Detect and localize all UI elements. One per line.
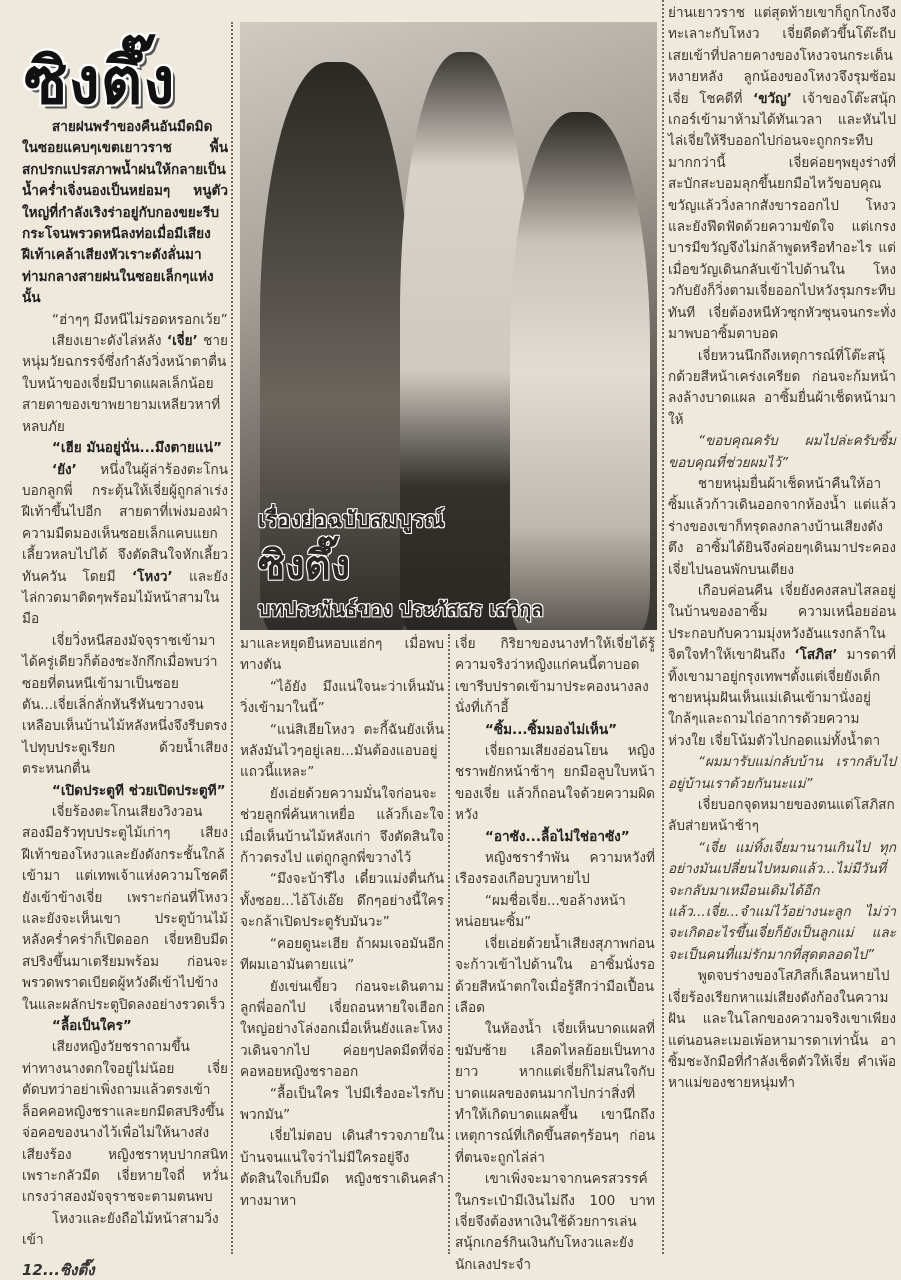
article-paragraph	[240, 869, 444, 933]
text-run: “ไอ้ยัง มึงแน่ใจนะว่าเห็นมันวิ่งเข้ามาในนี้”	[240, 678, 444, 717]
text-run: “เฮีย มันอยู่นั่น...มึงตายแน่”	[51, 440, 222, 457]
article-paragraph	[22, 331, 228, 438]
text-run: เจี่ย กิริยาของนางทำให้เจี่ยได้รู้ความจริงว่าหญิงแก่คนนี้ตาบอด เขารีบปราดเข้ามาประคองนางลงนั่งที่เก้าอี้	[455, 636, 655, 717]
article-paragraph	[22, 1037, 228, 1208]
article-paragraph	[240, 720, 444, 784]
article-paragraph	[455, 741, 655, 827]
article-paragraph	[455, 1019, 655, 1169]
article-paragraph	[455, 1169, 655, 1276]
text-run: หนึ่งในผู้ล่าร้องตะโกนบอกลูกพี่ กระตุ้นให้เจี่ยผู้ถูกล่าเร่งฝีเท้าขึ้นไปอีก สายตาที่เพ่งมองฝ่าความมืดมองเห็นซอยเล็กแคบแยกเลี้ยวหลบไปได้ จึงตัดสินใจหักเลี้ยวทันควัน โดยมี	[22, 461, 228, 585]
article-column-1	[22, 117, 228, 1252]
character-name: ‘ขวัญ’	[753, 90, 792, 107]
column-divider	[231, 22, 233, 1254]
text-run: เจี่ยถามเสียงอ่อนโยน หญิงชราพยักหน้าช้าๆ ยกมือลูบใบหน้าของเจี่ย แล้วก็ถอนใจด้วยความผิดหวัง	[455, 743, 655, 824]
article-paragraph	[22, 802, 228, 1016]
column-divider	[448, 634, 450, 1254]
text-run: เจี่ยหวนนึกถึงเหตุการณ์ที่โต๊ะสนุ้กด้วยสีหน้าเคร่งเครียด ก่อนจะก้มหน้าลงล้างบาดแผล อาซิ้มยื่นผ้าเช็ดหน้ามาให้	[668, 347, 896, 428]
article-paragraph	[668, 3, 896, 346]
article-paragraph	[240, 934, 444, 977]
text-run: “มึงจะบ้ารึไง เดี๋ยวแม่งตื่นกันทั้งซอย...ไอ้โง่เอ๊ย ดึกๆอย่างนี้ใครจะกล้าเปิดประตูรับมันวะ”	[240, 871, 444, 931]
article-paragraph	[22, 631, 228, 781]
movie-still-photo	[240, 22, 657, 630]
article-column-2	[240, 634, 444, 1212]
article-paragraph	[240, 1084, 444, 1127]
text-run: เจ้าของโต๊ะสนุ้กเกอร์เข้ามาห้ามได้ทันเวลา และหันไปไล่เจี่ยให้รีบออกไปก่อนจะถูกกระทืบมากกว่านี้ เจี่ยค่อยๆพยุงร่างที่สะบักสะบอมลุกขึ้นยกมือไหว้ขอบคุณขวัญแล้ววิ่งลากสังขารออกไป โหงวและยังฟึดฟัดด้วยความขัดใจ แต่เกรงบารมีขวัญจึงไม่กล้าพูดหรือทำอะไร แต่เมื่อขวัญเดินกลับเข้าไปด้านใน โหงวกับยังก็วิ่งตามเจี่ยออกไปหวังรุมกระทืบทันที เจี่ยต้องหนีหัวซุกหัวซุนจนกระทั่งมาพบอาซิ้มตาบอด	[668, 90, 896, 343]
text-run: ชายหนุ่มวัยฉกรรจ์ซึ่งกำลังวิ่งหน้าตาตื่น ใบหน้าของเจี่ยมีบาดแผลเล็กน้อย สายตาของเขาพยายามเหลียวหาที่หลบภัย	[22, 333, 228, 435]
column-divider	[662, 0, 664, 1254]
article-paragraph	[455, 891, 655, 934]
text-run: และยังไล่กวดมาติดๆพร้อมไม้หน้าสามในมือ	[22, 568, 228, 628]
text-run: “แน่สิเฮียโหงว ตะกี้ฉันยังเห็นหลังมันไวๆอยู่เลย...มันต้องแอบอยู่แถวนี้แหละ”	[240, 721, 444, 781]
text-run: หญิงชรารำพัน ความหวังที่เรืองรองเกือบวูบหายไป	[455, 850, 655, 888]
article-paragraph	[455, 827, 655, 848]
character-name: ‘เจี่ย’	[166, 333, 198, 350]
text-run: ชายหนุ่มยื่นผ้าเช็ดหน้าคืนให้อาซิ้มแล้วก้าวเดินออกจากห้องน้ำ แต่แล้วร่างของเขาก็ทรุดลงกลางบ้านเสียงดังตึง อาซิ้มได้ยินจึงค่อยๆเดินมาประคองเจี่ยไปนอนพักบนเตียง	[668, 475, 896, 578]
article-paragraph	[22, 1209, 228, 1252]
column-1-wrapper	[22, 117, 228, 1280]
article-paragraph	[668, 966, 896, 1094]
text-run: “เปิดประตูที ช่วยเปิดประตูที”	[51, 782, 226, 799]
text-run: พูดจบร่างของโสภิสก็เลือนหายไป เจี่ยร้องเรียกหาแม่เสียงดังก้องในความฝัน และในโลกของความจริงเขาเพียงแต่นอนละเมอเพ้อหามารดาเท่านั้น อาซิ้มชะงักมือที่กำลังเช็ดตัวให้เจี่ย คำเพ้อหาแม่ของชายหนุ่มทำ	[668, 968, 896, 1092]
article-paragraph	[240, 977, 444, 1084]
text-run: เจี่ยบอกจุดหมายของตนแต่โสภิสกลับส่ายหน้าช้าๆ	[668, 797, 895, 835]
article-paragraph	[22, 781, 228, 802]
article-paragraph	[668, 474, 896, 581]
text-run: “เจี่ย แม่ทิ้งเจี่ยมานานเกินไป ทุกอย่างมันเปลี่ยนไปหมดแล้ว...ไม่มีวันที่จะกลับมาเหมือนเดิมได้อีกแล้ว...เจี่ย...จำแม่ไว้อย่างนะลูก ไม่ว่าจะเกิดอะไรขึ้นเจี่ยก็ยังเป็นลูกแม่ และจะเป็นคนที่แม่รักมากที่สุดตลอดไป”	[668, 839, 896, 963]
article-paragraph	[668, 795, 896, 838]
article-paragraph	[455, 720, 655, 741]
text-run: เขาเพิ่งจะมาจากนครสวรรค์ ในกระเป๋ามีเงินไม่ถึง 100 บาท เจี่ยจึงต้องหาเงินใช้ด้วยการเล่นสนุ้กเกอร์กินเงินกับโหงวและยัง นักเลงประจำ	[455, 1171, 655, 1273]
article-paragraph	[668, 838, 896, 966]
photo-caption-title: ซิงตึ๊ง	[258, 543, 351, 589]
article-paragraph	[668, 431, 896, 474]
text-run: มารดาที่ทิ้งเขามาอยู่กรุงเทพฯตั้งแต่เจี่ยยังเด็ก ชายหนุ่มฝันเห็นแม่เดินเข้ามานั่งอยู่ใกล้ๆและถามไถ่อาการด้วยความห่วงใย เจี่ยโน้มตัวไปกอดแม่ทั้งน้ำตา	[668, 647, 896, 749]
photo-caption-author: บทประพันธ์ของ ประภัสสร เสวิกุล	[258, 597, 544, 621]
article-paragraph	[22, 460, 228, 631]
text-run: โหงวและยังถือไม้หน้าสามวิ่งเข้า	[22, 1210, 219, 1249]
text-run: “ขอบคุณครับ ผมไปล่ะครับซิ้ม ขอบคุณที่ช่วยผมไว้”	[668, 433, 896, 471]
text-run: “ผมชื่อเจี่ย...ขอล้างหน้าหน่อยนะซิ้ม”	[455, 892, 626, 931]
article-paragraph	[668, 346, 896, 432]
article-paragraph	[455, 848, 655, 891]
text-run: “ลื้อเป็นใคร ไปมีเรื่องอะไรกับพวกมัน”	[240, 1085, 444, 1123]
text-run: มาและหยุดยืนหอบแฮ่กๆ เมื่อพบทางตัน	[240, 636, 444, 674]
text-run: “อาซัง...ลื้อไม่ใช่อาซัง”	[484, 828, 630, 845]
article-paragraph	[22, 1016, 228, 1037]
article-paragraph	[455, 934, 655, 1020]
article-paragraph	[455, 634, 655, 720]
photo-caption-block	[258, 507, 647, 622]
text-run: “ผมมารับแม่กลับบ้าน เรากลับไปอยู่บ้านเราด้วยกันนะแม่”	[668, 754, 896, 792]
character-name: ‘โหงว’	[131, 568, 173, 585]
article-paragraph	[22, 438, 228, 459]
article-paragraph	[240, 677, 444, 720]
text-run: “ฮ่าๆๆ มึงหนีไม่รอดหรอกเว้ย”	[51, 311, 228, 328]
article-paragraph	[22, 117, 228, 310]
photo-caption-subtitle: เรื่องย่อฉบับสมบูรณ์	[258, 508, 445, 534]
text-run: ยังเอ่ยด้วยความมั่นใจก่อนจะช่วยลูกพี่ค้นหาเหยื่อ แล้วก็เอะใจเมื่อเห็นบ้านไม้หลังเก่า จึงตัดสินใจก้าวตรงไป แต่ถูกลูกพี่ขวางไว้	[240, 785, 444, 867]
text-run: ในห้องน้ำ เจี่ยเห็นบาดแผลที่ขมับซ้าย เลือดไหลย้อยเป็นทางยาว หากแต่เจี่ยก็ไม่สนใจกับบาดแผลของตนมากไปกว่าสิ่งที่ทำให้เกิดบาดแผลขึ้น เขานึกถึงเหตุการณ์ที่เกิดขึ้นสดๆร้อนๆ ก่อนที่ตนจะถูกไล่ล่า	[455, 1021, 655, 1166]
page-footer: 12...ซิงตึ๊ง	[22, 1260, 95, 1279]
article-paragraph	[668, 581, 896, 752]
text-run: เจี่ยวิ่งหนีสองมัจจุราชเข้ามาได้ครู่เดียวก็ต้องชะงักกึกเมื่อพบว่าซอยที่ตนหนีเข้ามาเป็นซอยตัน...เจี่ยเลิ่กลั่กหันรีหันขวางจนเหลือบเห็นบ้านไม้หลังหนึ่งจึงรีบตรงไปทุบประตูเรียก ด้วยน้ำเสียงตระหนกตื่น	[22, 632, 228, 778]
text-run: เสียงหญิงวัยชราถามขึ้น ท่าทางนางตกใจอยู่ไม่น้อย เจี่ยตัดบทว่าอย่าเพิ่งถามแล้วตรงเข้าล็อคคอหญิงชราและยกมีดสปริงขึ้นจ่อคอของนางไว้เพื่อไม่ให้นางส่งเสียงร้อง หญิงชราหุบปากสนิทเพราะกลัวมีด เจี่ยหายใจถี่ หวั่นเกรงว่าสองมัจจุราชจะตามตนพบ	[22, 1039, 228, 1206]
text-run: เกือบค่อนคืน เจี่ยยังคงสลบไสลอยู่ในบ้านของอาซิ้ม ความเหนื่อยอ่อนประกอบกับความมุ่งหวังอันแรงกล้าในจิตใจทำให้เขาฝันถึง	[668, 582, 896, 664]
article-column-3	[455, 634, 655, 1276]
text-run: เจี่ยเอ่ยด้วยน้ำเสียงสุภาพก่อนจะก้าวเข้าไปด้านใน อาซิ้มนั่งรอด้วยสีหน้าตกใจเมื่อรู้สึกว่ามือเปื้อนเลือด	[455, 935, 655, 1016]
text-run: เสียงเยาะดังไล่หลัง	[51, 333, 167, 350]
text-run: ย่านเยาวราช แต่สุดท้ายเขาก็ถูกโกงจึงทะเลาะกับโหงว เจี่ยดีดตัวขึ้นโต๊ะถีบเสยเข้าที่ปลายคางของโหงวจนกระเด็นหงายหลัง ลูกน้องของโหงวจึงรุมซ้อมเจี่ย โชคดีที่	[668, 5, 896, 107]
text-run: เจี่ยไม่ตอบ เดินสำรวจภายในบ้านจนแน่ใจว่าไม่มีใครอยู่จึงตัดสินใจเก็บมีด หญิงชราเดินคลำทางมาหา	[240, 1128, 444, 1209]
character-name: ‘ยัง’	[51, 461, 77, 478]
text-run: สายฝนพรำของคืนอันมืดมิดในซอยแคบๆเขตเยาวราช พื้นสกปรกแปรสภาพน้ำฝนให้กลายเป็นน้ำคร่ำเจิ่งนองเป็นหย่อมๆ หนูตัวใหญ่ที่กำลังเริงร่าอยู่กับกองขยะรีบกระโจนพรวดหนีลงท่อเมื่อมีเสียงฝีเท้าเคล้าเสียงหัวเราะดังลั่นมาท่ามกลางสายฝนในซอยเล็กๆแห่งนั้น	[22, 119, 228, 307]
text-run: ยังเข่นเขี้ยว ก่อนจะเดินตามลูกพี่ออกไป เจี่ยถอนหายใจเฮือกใหญ่อย่างโล่งอกเมื่อเห็นยังและโหงวเดินจากไป ค่อยๆปลดมีดที่จ่อคอหอยหญิงชราออก	[240, 978, 444, 1081]
text-run: “คอยดูนะเฮีย ถ้าผมเจอมันอีกทีผมเอามันตายแน่”	[240, 935, 444, 974]
article-paragraph	[240, 1126, 444, 1212]
article-paragraph	[240, 634, 444, 677]
text-run: “ซิ้ม...ซิ้มมองไม่เห็น”	[484, 721, 618, 738]
text-run: เจี่ยร้องตะโกนเสียงวิงวอน สองมือรัวทุบประตูไม้เก่าๆ เสียงฝีเท้าของโหงวและยังดังกระชั้นใกล้เข้ามา แต่เทพเจ้าแห่งความโชคดียังเข้าข้างเจี่ย เพราะก่อนที่โหงวและยังจะเห็นเขา ประตูบ้านไม้หลังคร่ำคร่าก็เปิดออก เจี่ยหยิบมีดสปริงขึ้นมาเตรียมพร้อม ก่อนจะพรวดพราดเบียดผู้หวังดีเข้าไปข้างในและผลักประตูปิดลงอย่างรวดเร็ว	[22, 804, 228, 1013]
text-run: “ลื้อเป็นใคร”	[51, 1018, 132, 1035]
article-paragraph	[668, 752, 896, 795]
article-title: ซิงตึ๊ง	[24, 45, 176, 119]
article-column-4	[668, 3, 896, 1095]
article-paragraph	[22, 310, 228, 331]
character-name: ‘โสภิส’	[794, 647, 838, 664]
article-paragraph	[240, 784, 444, 870]
